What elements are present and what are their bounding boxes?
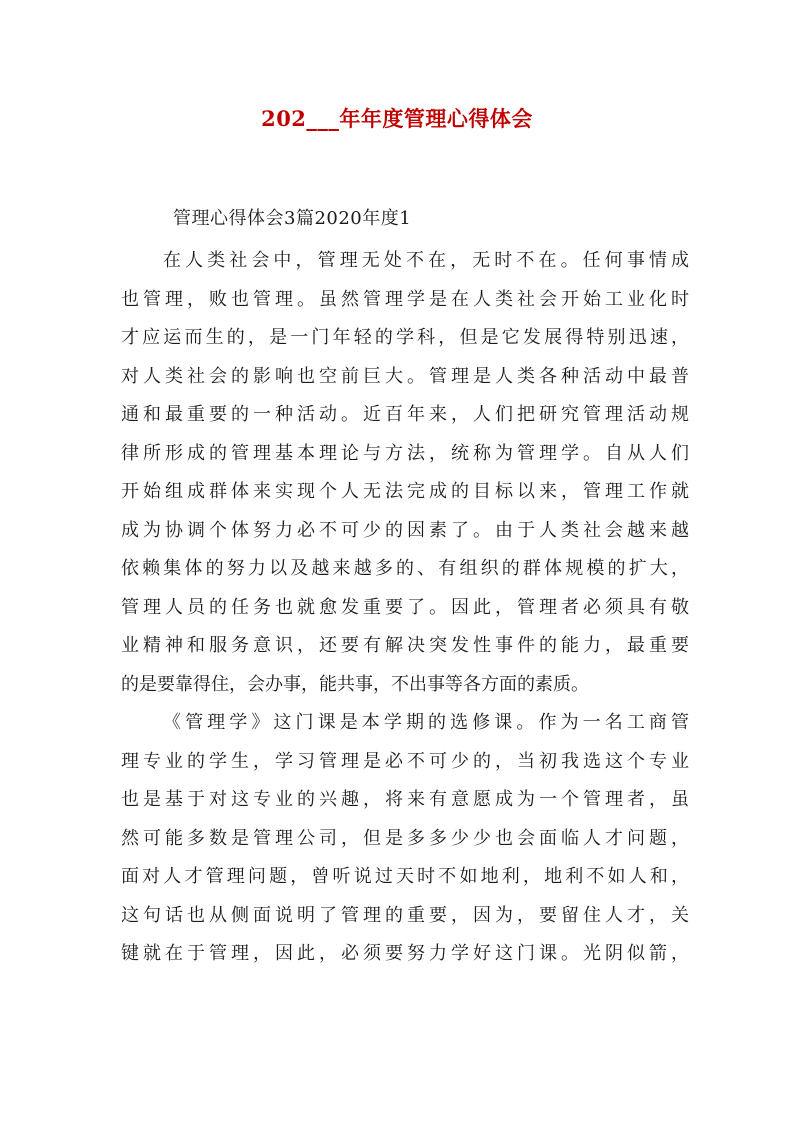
paragraph	[121, 704, 689, 974]
paragraph-line: 依赖集体的努力以及越来越多的、有组织的群体规模的扩大，	[121, 558, 689, 579]
paragraph-line: 业精神和服务意识，还要有解决突发性事件的能力，最重要	[121, 635, 689, 656]
document-title: 202___年年度管理心得体会	[261, 106, 533, 131]
paragraph-line: 律所形成的管理基本理论与方法，统称为管理学。自从人们	[121, 442, 689, 464]
paragraph-line: 在人类社会中，管理无处不在，无时不在。任何事情成	[163, 250, 689, 271]
paragraph-line: 管理人员的任务也就愈发重要了。因此，管理者必须具有敬	[121, 596, 689, 618]
paragraph-line: 成为协调个体努力必不可少的因素了。由于人类社会越来越	[121, 519, 689, 541]
document-body	[121, 242, 689, 974]
paragraph-line: 才应运而生的，是一门年轻的学科，但是它发展得特别迅速，	[121, 327, 689, 348]
paragraph-line: 开始组成群体来实现个人无法完成的目标以来，管理工作就	[121, 481, 689, 502]
paragraph-line: 通和最重要的一种活动。近百年来，人们把研究管理活动规	[121, 404, 689, 425]
paragraph-line: 也管理，败也管理。虽然管理学是在人类社会开始工业化时	[121, 288, 689, 310]
paragraph-line: 对人类社会的影响也空前巨大。管理是人类各种活动中最普	[121, 365, 689, 387]
paragraph-line: 《管理学》这门课是本学期的选修课。作为一名工商管	[163, 712, 689, 733]
paragraph-line: 也是基于对这专业的兴趣，将来有意愿成为一个管理者，虽	[121, 789, 689, 810]
paragraph-line: 的是要靠得住，会办事，能共事，不出事等各方面的素质。	[121, 673, 589, 695]
document-subheading: 管理心得体会3篇2020年度1	[173, 208, 412, 229]
paragraph-line: 理专业的学生，学习管理是必不可少的，当初我选这个专业	[121, 750, 689, 772]
paragraph	[121, 242, 689, 704]
paragraph-line: 键就在于管理，因此，必须要努力学好这门课。光阴似箭，	[121, 943, 689, 964]
paragraph-line: 这句话也从侧面说明了管理的重要，因为，要留住人才，关	[121, 904, 689, 926]
paragraph-line: 然可能多数是管理公司，但是多多少少也会面临人才问题，	[121, 827, 689, 849]
paragraph-line: 面对人才管理问题，曾听说过天时不如地利，地利不如人和，	[121, 866, 689, 887]
